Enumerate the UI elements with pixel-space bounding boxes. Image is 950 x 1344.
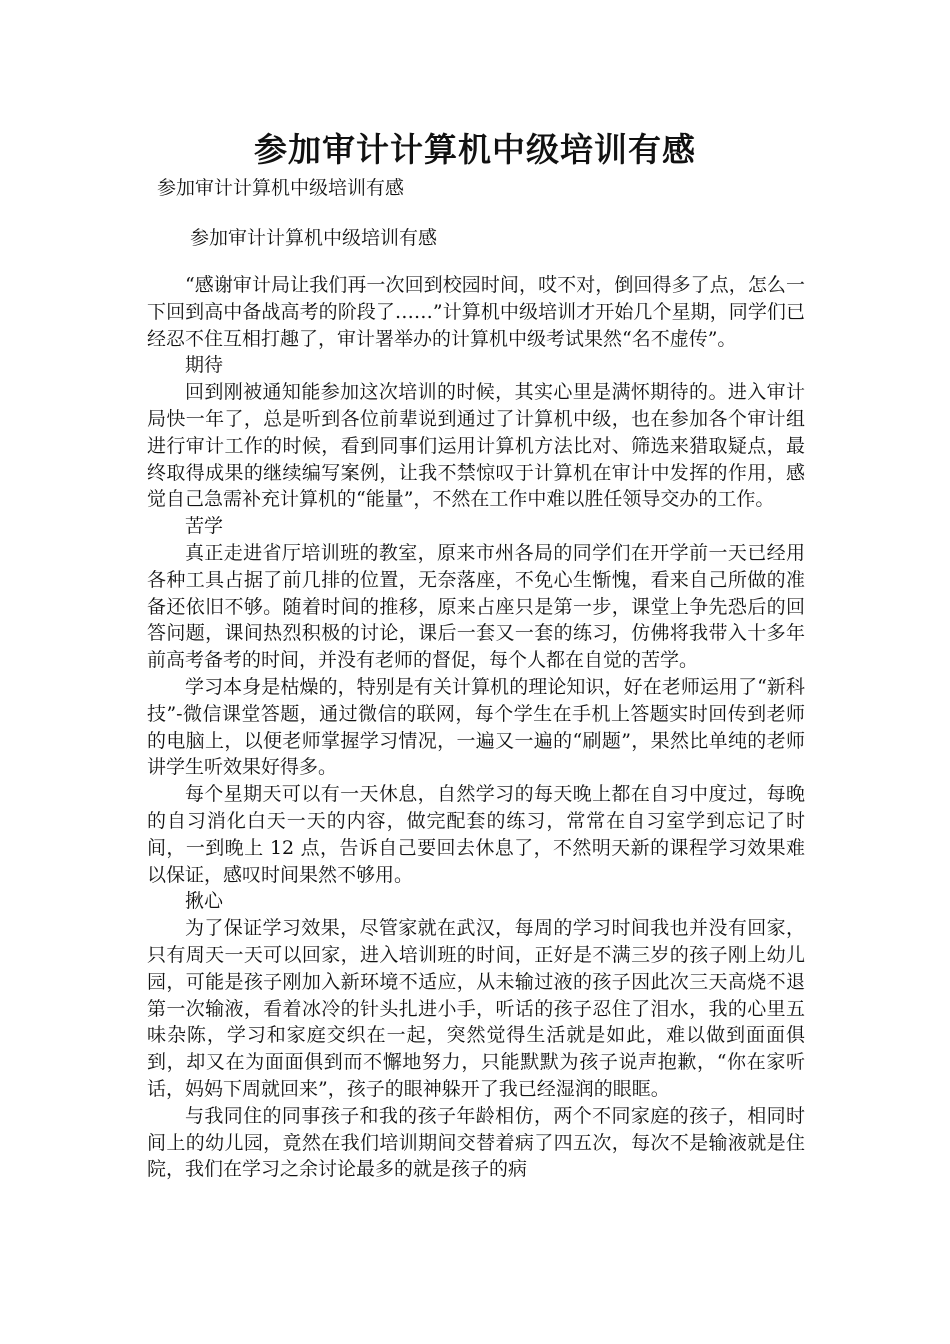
paragraph: “感谢审计局让我们再一次回到校园时间，哎不对，倒回得多了点，怎么一下回到高中备战高考的阶段了……”计算机中级培训才开始几个星期，同学们已经忍不住互相打趣了，审计署举办的计算机中级考试果然“名不虚传”。 <box>147 274 805 350</box>
paragraph: 每个星期天可以有一天休息，自然学习的每天晚上都在自习中度过，每晚的自习消化白天一天的内容，做完配套的练习，常常在自习室学到忘记了时间，一到晚上 12 点，告诉自己要回去休息了，不然明天新的课程学习效果难以保证，感叹时间果然不够用。 <box>147 783 805 886</box>
document-title: 参加审计计算机中级培训有感 <box>254 130 696 169</box>
section-heading: 期待 <box>185 354 224 377</box>
section-heading: 揪心 <box>185 890 224 913</box>
paragraph: 真正走进省厅培训班的教室，原来市州各局的同学们在开学前一天已经用各种工具占据了前几排的位置，无奈落座，不免心生惭愧，看来自己所做的准备还依旧不够。随着时间的推移，原来占座只是第一步，课堂上争先恐后的回答问题，课间热烈积极的讨论，课后一套又一套的练习，仿佛将我带入十多年前高考备考的时间，并没有老师的督促，每个人都在自觉的苦学。 <box>147 541 805 672</box>
section-heading: 苦学 <box>185 515 224 538</box>
document-body <box>147 272 805 1183</box>
document-subtitle-indented: 参加审计计算机中级培训有感 <box>190 227 438 249</box>
document-subtitle: 参加审计计算机中级培训有感 <box>157 177 405 199</box>
paragraph: 学习本身是枯燥的，特别是有关计算机的理论知识，好在老师运用了“新科技”-微信课堂答题，通过微信的联网，每个学生在手机上答题实时回传到老师的电脑上，以便老师掌握学习情况，一遍又一遍的“刷题”，果然比单纯的老师讲学生听效果好得多。 <box>147 675 805 779</box>
paragraph: 回到刚被通知能参加这次培训的时候，其实心里是满怀期待的。进入审计局快一年了，总是听到各位前辈说到通过了计算机中级，也在参加各个审计组进行审计工作的时候，看到同事们运用计算机方法比对、筛选来猎取疑点，最终取得成果的继续编写案例，让我不禁惊叹于计算机在审计中发挥的作用，感觉自己急需补充计算机的“能量”，不然在工作中难以胜任领导交办的工作。 <box>147 381 805 511</box>
paragraph: 与我同住的同事孩子和我的孩子年龄相仿，两个不同家庭的孩子，相同时间上的幼儿园，竟然在我们培训期间交替着病了四五次，每次不是输液就是住院，我们在学习之余讨论最多的就是孩子的病 <box>147 1104 805 1181</box>
paragraph: 为了保证学习效果，尽管家就在武汉，每周的学习时间我也并没有回家，只有周天一天可以回家，进入培训班的时间，正好是不满三岁的孩子刚上幼儿园，可能是孩子刚加入新环境不适应，从未输过液的孩子因此次三天高烧不退第一次输液，看着冰冷的针头扎进小手，听话的孩子忍住了泪水，我的心里五味杂陈，学习和家庭交织在一起，突然觉得生活就是如此，难以做到面面俱到，却又在为面面俱到而不懈地努力，只能默默为孩子说声抱歉，“你在家听话，妈妈下周就回来”，孩子的眼神躲开了我已经湿润的眼眶。 <box>147 917 805 1100</box>
